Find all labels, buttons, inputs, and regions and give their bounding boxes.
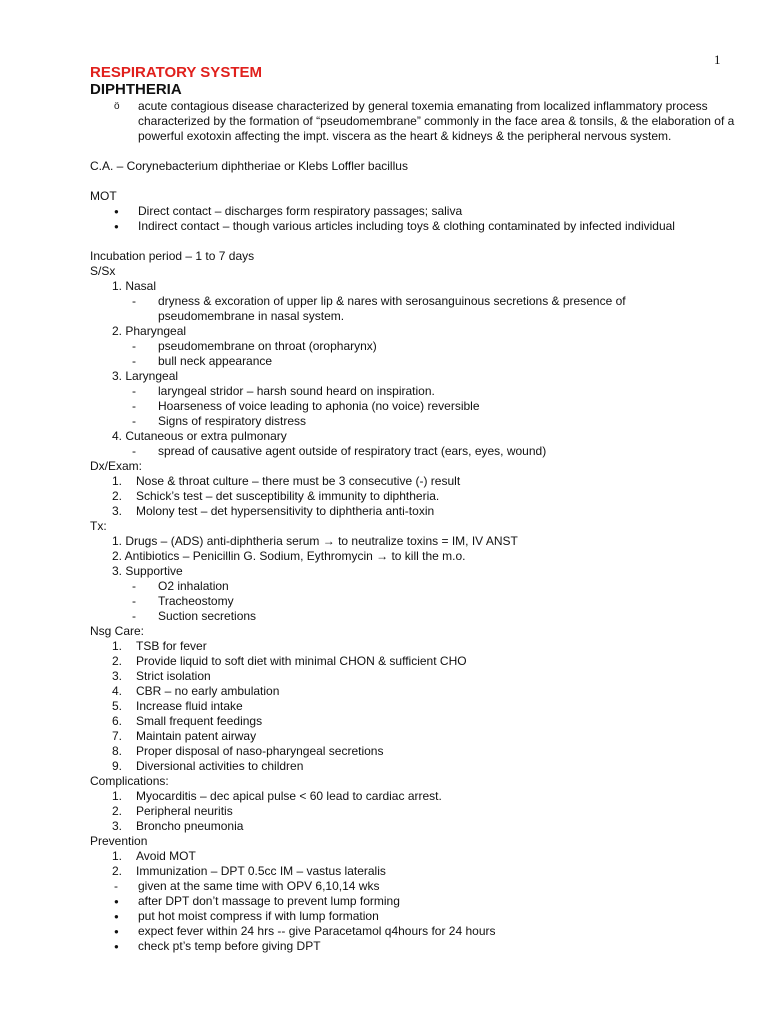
list-item: ● check pt’s temp before giving DPT [114,939,321,953]
list-item: pseudomembrane in nasal system. [158,309,345,323]
prevention-heading: Prevention [90,834,148,848]
list-item: 4. CBR – no early ambulation [112,684,280,698]
list-item: 6. Small frequent feedings [112,714,263,728]
list-item: ● Indirect contact – though various articles including toys & clothing contaminated by infected individual [114,219,675,233]
intro-marker: ö [114,101,120,112]
list-item: 1. TSB for fever [112,639,207,653]
list-item: 2. Peripheral neuritis [112,804,233,818]
dx-heading: Dx/Exam: [90,459,143,473]
bullet-icon: ● [114,942,119,951]
list-item: 1. Avoid MOT [112,849,196,863]
incubation-period: Incubation period – 1 to 7 days [90,249,255,263]
bullet-icon: ● [114,927,119,936]
complications-heading: Complications: [90,774,169,788]
tx-antibiotics: 2. Antibiotics – Penicillin G. Sodium, Eythromycin → to kill the m.o. [112,549,466,563]
list-item: 1. Myocarditis – dec apical pulse < 60 lead to cardiac arrest. [112,789,442,803]
ssx-pharyngeal: 2. Pharyngeal [112,324,187,338]
list-item: - Signs of respiratory distress [132,414,307,428]
bullet-icon: ● [114,222,119,231]
list-item: 2. Provide liquid to soft diet with minimal CHON & sufficient CHO [112,654,467,668]
list-item: 2. Immunization – DPT 0.5cc IM – vastus lateralis [112,864,386,878]
list-item: 3. Strict isolation [112,669,211,683]
list-item: - bull neck appearance [132,354,273,368]
list-item: 5. Increase fluid intake [112,699,243,713]
bullet-icon: ● [114,207,119,216]
ssx-heading: S/Sx [90,264,116,278]
bullet-icon: ● [114,912,119,921]
document-body [90,64,740,954]
list-item: 7. Maintain patent airway [112,729,257,743]
mot-heading: MOT [90,189,117,203]
ssx-laryngeal: 3. Laryngeal [112,369,179,383]
list-item: ● Direct contact – discharges form respiratory passages; saliva [114,204,463,218]
list-item: - Tracheostomy [132,594,234,608]
list-item: - given at the same time with OPV 6,10,14 wks [114,879,380,893]
page-number: 1 [714,52,721,67]
intro-item [90,99,740,144]
nsg-heading: Nsg Care: [90,624,145,638]
tx-drugs: 1. Drugs – (ADS) anti-diphtheria serum → to neutralize toxins = IM, IV ANST [112,534,518,548]
list-item: - Hoarseness of voice leading to aphonia (no voice) reversible [132,399,480,413]
list-item: 3. Molony test – det hypersensitivity to diphtheria anti-toxin [112,504,435,518]
ssx-nasal: 1. Nasal [112,279,157,293]
list-item: - pseudomembrane on throat (oropharynx) [132,339,377,353]
list-item: 8. Proper disposal of naso-pharyngeal secretions [112,744,384,758]
list-item: 1. Nose & throat culture – there must be 3 consecutive (-) result [112,474,461,488]
tx-supportive: 3. Supportive [112,564,183,578]
page-title: RESPIRATORY SYSTEM [90,64,262,81]
causative-agent: C.A. – Corynebacterium diphtheriae or Klebs Loffler bacillus [90,159,408,173]
list-item: - O2 inhalation [132,579,229,593]
list-item: - Suction secretions [132,609,257,623]
list-item: - spread of causative agent outside of respiratory tract (ears, eyes, wound) [132,444,547,458]
ssx-cutaneous: 4. Cutaneous or extra pulmonary [112,429,287,443]
list-item: ● expect fever within 24 hrs -- give Paracetamol q4hours for 24 hours [114,924,496,938]
tx-heading: Tx: [90,519,107,533]
bullet-icon: ● [114,897,119,906]
section-title: DIPHTHERIA [90,81,182,98]
list-item: ● after DPT don’t massage to prevent lump forming [114,894,400,908]
list-item: ● put hot moist compress if with lump formation [114,909,379,923]
list-item: 3. Broncho pneumonia [112,819,244,833]
list-item: - laryngeal stridor – harsh sound heard on inspiration. [132,384,435,398]
list-item: - dryness & excoration of upper lip & nares with serosanguinous secretions & presence of [132,294,626,308]
intro-text: acute contagious disease characterized by general toxemia emanating from localized inflammatory process characterized by the formation of “pseudomembrane” commonly in the face area & tonsils, & the elaboration of a powerful exotoxin affecting the impt. viscera as the heart & kidneys & the peripheral nervous system. [138,99,735,143]
list-item: 2. Schick’s test – det susceptibility & immunity to diphtheria. [112,489,440,503]
list-item: 9. Diversional activities to children [112,759,304,773]
